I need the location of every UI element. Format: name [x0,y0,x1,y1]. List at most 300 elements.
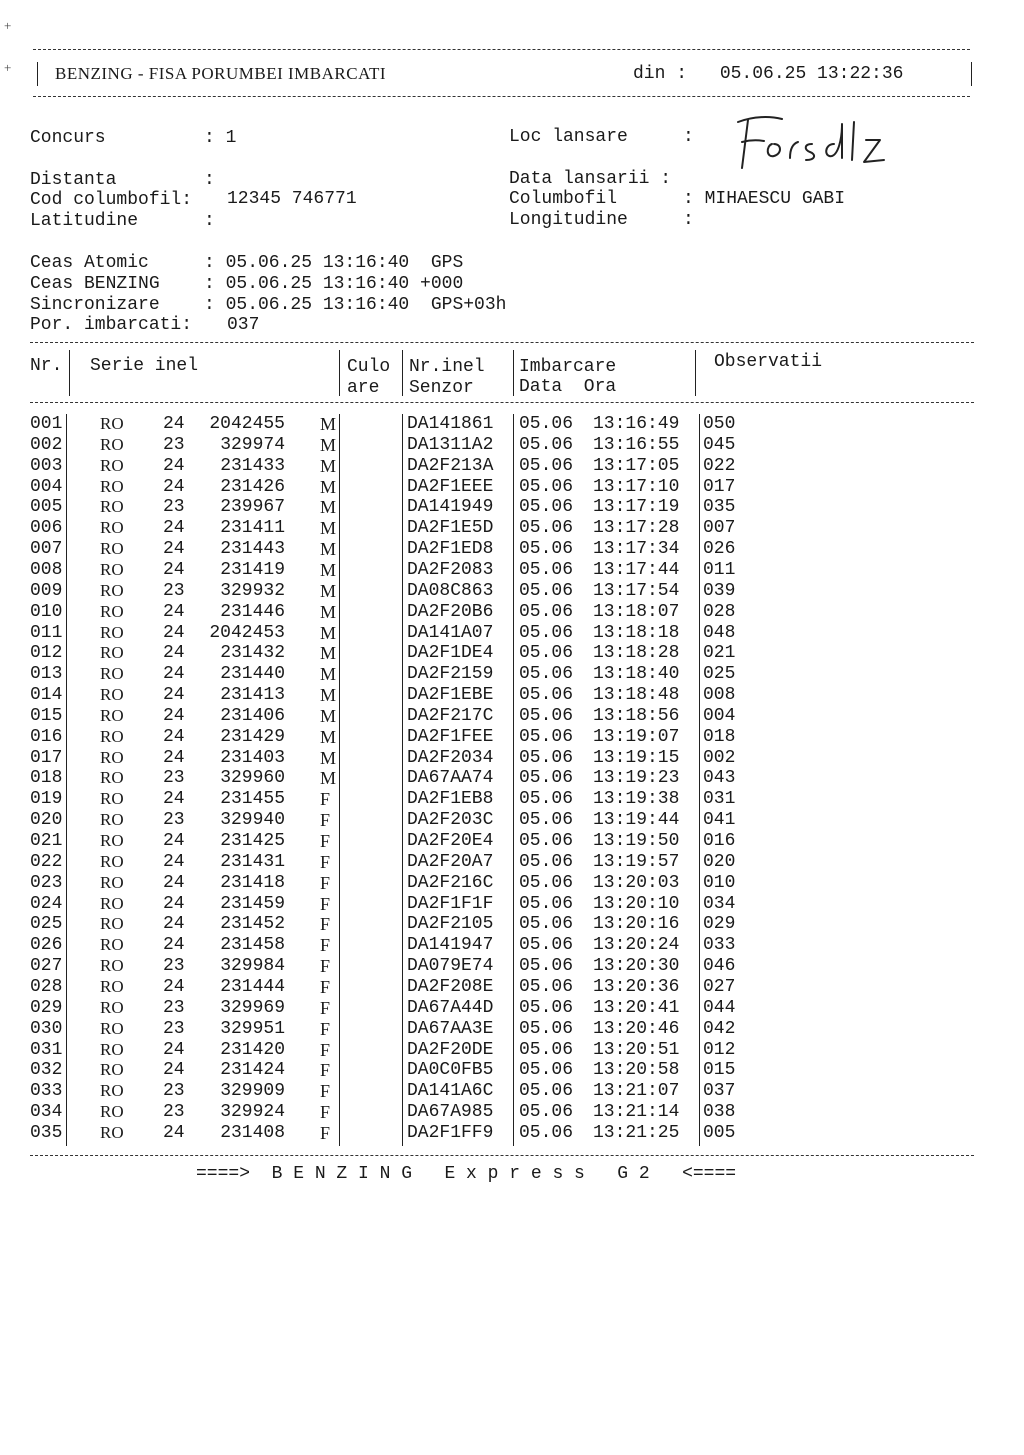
ring-country: RO [100,810,124,830]
boarding-time: 13:19:23 [593,768,680,789]
ring-country: RO [100,705,124,725]
row-nr: 017 [30,747,63,768]
row-nr: 016 [30,726,63,747]
boarding-time: 13:21:14 [593,1102,680,1123]
ring-year: 24 [163,831,185,851]
table-row [0,727,1024,748]
observation: 037 [703,1081,736,1102]
ring-number: 231419 [220,559,285,580]
boarding-date: 05.06 [519,518,574,539]
observation: 029 [703,914,736,935]
boarding-time: 13:18:48 [593,685,680,706]
boarding-date: 05.06 [519,664,574,685]
row-nr: 034 [30,1102,63,1123]
ring-number: 239967 [220,497,285,518]
row-nr: 033 [30,1081,63,1102]
row-nr: 021 [30,831,63,851]
sensor-id: DA2F213A [407,455,494,476]
ring-year: 24 [163,789,185,810]
longitudine-value: : [683,210,694,230]
boarding-date: 05.06 [519,997,574,1018]
boarding-date: 05.06 [519,455,574,476]
boarding-date: 05.06 [519,1018,574,1039]
boarding-time: 13:18:07 [593,601,680,622]
ring-country: RO [100,1060,124,1080]
boarding-time: 13:17:10 [593,476,680,497]
observation: 035 [703,497,736,518]
row-nr: 026 [30,935,63,956]
sensor-id: DA141A07 [407,622,494,643]
columbofil-value: : MIHAESCU GABI [683,189,846,209]
sex: M [320,518,337,539]
table-row [0,414,1024,435]
ring-country: RO [100,1122,124,1142]
sensor-id: DA2F20B6 [407,601,494,622]
row-nr: 003 [30,455,63,476]
table-row [0,664,1024,685]
sensor-id: DA2F1E5D [407,518,494,539]
ring-country: RO [100,997,124,1017]
sex: M [320,705,337,726]
table-row [0,643,1024,664]
boarding-time: 13:21:07 [593,1081,680,1102]
por-imbarcati-value: 037 [227,315,260,335]
ring-year: 24 [163,559,185,580]
ring-year: 24 [163,705,185,726]
boarding-time: 13:20:30 [593,956,680,977]
sex: M [320,434,337,455]
boarding-time: 13:20:24 [593,935,680,956]
report-title: BENZING - FISA PORUMBEI IMBARCATI [55,64,387,83]
ring-country: RO [100,872,124,892]
header-right-border [971,62,972,86]
boarding-date: 05.06 [519,893,574,914]
row-nr: 009 [30,580,63,601]
boarding-time: 13:20:51 [593,1039,680,1060]
row-nr: 011 [30,622,63,643]
row-nr: 001 [30,414,63,434]
boarding-time: 13:16:55 [593,434,680,455]
observation: 028 [703,601,736,622]
row-nr: 007 [30,539,63,560]
ring-country: RO [100,726,124,746]
row-nr: 028 [30,976,63,997]
ring-number: 231425 [220,831,285,851]
table-header-rule [30,402,974,403]
table-row [0,706,1024,727]
observation: 005 [703,1122,736,1143]
columbofil-label: Columbofil [509,189,618,209]
row-nr: 013 [30,664,63,685]
ring-number: 231403 [220,747,285,768]
observation: 021 [703,643,736,664]
col-header-culoare-2: are [347,378,380,398]
boarding-time: 13:18:40 [593,664,680,685]
ring-year: 24 [163,872,185,893]
boarding-time: 13:19:07 [593,726,680,747]
margin-mark-plus: + [4,60,12,75]
sincronizare-label: Sincronizare [30,295,160,315]
observation: 042 [703,1018,736,1039]
sensor-id: DA2F203C [407,810,494,831]
sex: F [320,1102,331,1123]
observation: 010 [703,872,736,893]
concurs-value: : 1 [204,128,237,148]
footer-banner: ====> B E N Z I N G E x p r e s s G 2 <==== [196,1164,737,1184]
col-header-senzor-1: Nr.inel [409,357,485,377]
header-left-border [37,62,38,86]
ring-number: 231411 [220,518,285,539]
boarding-date: 05.06 [519,559,574,580]
table-row [0,1081,1024,1102]
observation: 026 [703,539,736,560]
table-row [0,831,1024,852]
sex: F [320,810,331,831]
table-row [0,497,1024,518]
loc-lansare-handwritten [734,110,904,172]
table-bottom-rule [30,1155,974,1156]
sensor-id: DA2F20A7 [407,851,494,872]
row-nr: 025 [30,914,63,935]
observation: 011 [703,559,736,580]
observation: 020 [703,851,736,872]
col-sep-culoare [402,350,403,396]
distanta-value: : [204,170,215,190]
observation: 043 [703,768,736,789]
ring-number: 329940 [220,810,285,831]
ring-country: RO [100,1081,124,1101]
ring-country: RO [100,539,124,559]
sensor-id: DA2F217C [407,705,494,726]
ring-year: 24 [163,747,185,768]
row-nr: 002 [30,434,63,455]
ring-number: 231429 [220,726,285,747]
table-row [0,1060,1024,1081]
row-nr: 012 [30,643,63,664]
sensor-id: DA67A44D [407,997,494,1018]
sensor-id: DA141A6C [407,1081,494,1102]
ring-number: 231413 [220,685,285,706]
sex: M [320,768,337,789]
boarding-time: 13:20:03 [593,872,680,893]
sex: F [320,1039,331,1060]
ring-number: 231455 [220,789,285,810]
table-row [0,539,1024,560]
ceas-benzing-value: : 05.06.25 13:16:40 +000 [204,274,464,294]
ring-country: RO [100,497,124,517]
observation: 018 [703,726,736,747]
boarding-time: 13:18:28 [593,643,680,664]
longitudine-label: Longitudine [509,210,628,230]
boarding-date: 05.06 [519,914,574,935]
sensor-id: DA2F1FEE [407,726,494,747]
table-row [0,623,1024,644]
sex: M [320,580,337,601]
ring-number: 231433 [220,455,285,476]
sex: M [320,476,337,497]
boarding-date: 05.06 [519,580,574,601]
boarding-date: 05.06 [519,1060,574,1081]
sensor-id: DA2F2105 [407,914,494,935]
ring-country: RO [100,414,124,433]
ring-country: RO [100,893,124,913]
sex: F [320,956,331,977]
boarding-date: 05.06 [519,601,574,622]
col-header-observatii: Observatii [714,352,823,372]
row-nr: 004 [30,476,63,497]
ring-year: 24 [163,935,185,956]
ring-number: 231406 [220,705,285,726]
ring-country: RO [100,664,124,684]
sensor-id: DA2F20DE [407,1039,494,1060]
ring-year: 24 [163,726,185,747]
ring-country: RO [100,455,124,475]
row-nr: 006 [30,518,63,539]
table-row [0,560,1024,581]
sensor-id: DA141949 [407,497,494,518]
ring-number: 329951 [220,1018,285,1039]
boarding-date: 05.06 [519,497,574,518]
observation: 015 [703,1060,736,1081]
row-nr: 015 [30,705,63,726]
boarding-time: 13:20:46 [593,1018,680,1039]
col-header-nr: Nr. [30,356,63,376]
ring-number: 231431 [220,851,285,872]
ring-number: 231446 [220,601,285,622]
table-row [0,602,1024,623]
ring-country: RO [100,1018,124,1038]
ring-number: 329960 [220,768,285,789]
observation: 048 [703,622,736,643]
table-row [0,914,1024,935]
boarding-date: 05.06 [519,685,574,706]
ring-year: 24 [163,622,185,643]
cod-columbofil-label: Cod columbofil: [30,190,193,210]
boarding-date: 05.06 [519,705,574,726]
table-row [0,956,1024,977]
boarding-time: 13:19:57 [593,851,680,872]
table-row [0,935,1024,956]
ring-country: RO [100,789,124,809]
boarding-date: 05.06 [519,622,574,643]
sensor-id: DA2F1FF9 [407,1122,494,1143]
boarding-time: 13:16:49 [593,414,680,434]
sensor-id: DA2F20E4 [407,831,494,851]
date-value: 05.06.25 13:22:36 [719,64,904,84]
boarding-time: 13:17:34 [593,539,680,560]
ring-country: RO [100,434,124,454]
ring-year: 23 [163,956,185,977]
latitudine-label: Latitudine [30,211,139,231]
observation: 033 [703,935,736,956]
ring-country: RO [100,643,124,663]
sex: M [320,601,337,622]
sex: F [320,851,331,872]
ring-number: 231458 [220,935,285,956]
observation: 012 [703,1039,736,1060]
boarding-date: 05.06 [519,1102,574,1123]
table-row [0,477,1024,498]
sensor-id: DA2F2159 [407,664,494,685]
ring-year: 23 [163,434,185,455]
cod-columbofil-value: 12345 746771 [227,189,357,209]
ring-number: 231444 [220,976,285,997]
row-nr: 008 [30,559,63,580]
latitudine-value: : [204,211,215,231]
observation: 022 [703,455,736,476]
boarding-date: 05.06 [519,1081,574,1102]
ring-year: 23 [163,997,185,1018]
table-row [0,873,1024,894]
boarding-date: 05.06 [519,768,574,789]
sex: F [320,997,331,1018]
observation: 031 [703,789,736,810]
sex: M [320,685,337,706]
ring-country: RO [100,518,124,538]
observation: 004 [703,705,736,726]
boarding-time: 13:21:25 [593,1122,680,1143]
ring-number: 231432 [220,643,285,664]
boarding-time: 13:18:56 [593,705,680,726]
sex: F [320,831,331,851]
ring-country: RO [100,935,124,955]
sensor-id: DA141861 [407,414,494,434]
ring-number: 329909 [220,1081,285,1102]
ceas-benzing-label: Ceas BENZING [30,274,160,294]
ring-country: RO [100,580,124,600]
col-header-senzor-2: Senzor [409,378,474,398]
boarding-date: 05.06 [519,789,574,810]
ring-country: RO [100,622,124,642]
ring-number: 329932 [220,580,285,601]
ring-number: 231420 [220,1039,285,1060]
ring-year: 23 [163,810,185,831]
row-nr: 019 [30,789,63,810]
ring-year: 24 [163,476,185,497]
table-row [0,810,1024,831]
boarding-date: 05.06 [519,851,574,872]
row-nr: 014 [30,685,63,706]
ring-year: 24 [163,914,185,935]
col-sep-nr [69,350,70,396]
observation: 045 [703,434,736,455]
sex: M [320,726,337,747]
boarding-date: 05.06 [519,1122,574,1143]
sex: F [320,872,331,893]
table-row [0,748,1024,769]
data-lansarii-label: Data lansarii : [509,169,672,189]
sex: M [320,664,337,685]
ring-number: 329969 [220,997,285,1018]
boarding-date: 05.06 [519,434,574,455]
observation: 017 [703,476,736,497]
ring-year: 24 [163,1060,185,1081]
row-nr: 018 [30,768,63,789]
margin-mark-plus: + [4,18,12,33]
observation: 002 [703,747,736,768]
sensor-id: DA08C863 [407,580,494,601]
ring-country: RO [100,914,124,934]
sex: M [320,455,337,476]
boarding-time: 13:17:19 [593,497,680,518]
ceas-atomic-label: Ceas Atomic [30,253,149,273]
ring-country: RO [100,976,124,996]
boarding-date: 05.06 [519,1039,574,1060]
boarding-date: 05.06 [519,476,574,497]
table-row [0,1123,1024,1144]
ring-country: RO [100,747,124,767]
observation: 025 [703,664,736,685]
sensor-id: DA2F1F1F [407,893,494,914]
sex: M [320,622,337,643]
row-nr: 022 [30,851,63,872]
boarding-time: 13:19:44 [593,810,680,831]
por-imbarcati-label: Por. imbarcati: [30,315,193,335]
boarding-time: 13:20:58 [593,1060,680,1081]
ring-country: RO [100,685,124,705]
boarding-time: 13:20:36 [593,976,680,997]
boarding-date: 05.06 [519,831,574,851]
observation: 016 [703,831,736,851]
boarding-date: 05.06 [519,414,574,434]
row-nr: 024 [30,893,63,914]
boarding-date: 05.06 [519,976,574,997]
ring-year: 24 [163,893,185,914]
sensor-id: DA2F1EB8 [407,789,494,810]
sensor-id: DA2F1ED8 [407,539,494,560]
table-row [0,852,1024,873]
ring-country: RO [100,956,124,976]
ring-year: 24 [163,518,185,539]
sensor-id: DA2F216C [407,872,494,893]
boarding-date: 05.06 [519,956,574,977]
boarding-time: 13:20:41 [593,997,680,1018]
table-row [0,1102,1024,1123]
sex: M [320,414,337,434]
col-sep-senzor [513,350,514,396]
observation: 046 [703,956,736,977]
boarding-time: 13:19:50 [593,831,680,851]
sensor-id: DA67A985 [407,1102,494,1123]
observation: 041 [703,810,736,831]
ring-year: 24 [163,643,185,664]
col-header-serie: Serie inel [90,356,199,376]
sensor-id: DA2F208E [407,976,494,997]
table-top-rule [30,342,974,343]
sex: F [320,1122,331,1143]
ring-year: 24 [163,601,185,622]
ring-year: 23 [163,1018,185,1039]
boarding-date: 05.06 [519,643,574,664]
sex: F [320,976,331,997]
sex: F [320,893,331,914]
sensor-id: DA2F1EBE [407,685,494,706]
table-row [0,456,1024,477]
ring-country: RO [100,476,124,496]
table-row [0,518,1024,539]
table-row [0,685,1024,706]
row-nr: 030 [30,1018,63,1039]
table-row [0,894,1024,915]
ring-year: 24 [163,851,185,872]
boarding-time: 13:17:05 [593,455,680,476]
ring-year: 24 [163,539,185,560]
ring-number: 231408 [220,1122,285,1143]
table-row [0,435,1024,456]
ring-year: 24 [163,664,185,685]
sensor-id: DA079E74 [407,956,494,977]
ring-country: RO [100,768,124,788]
